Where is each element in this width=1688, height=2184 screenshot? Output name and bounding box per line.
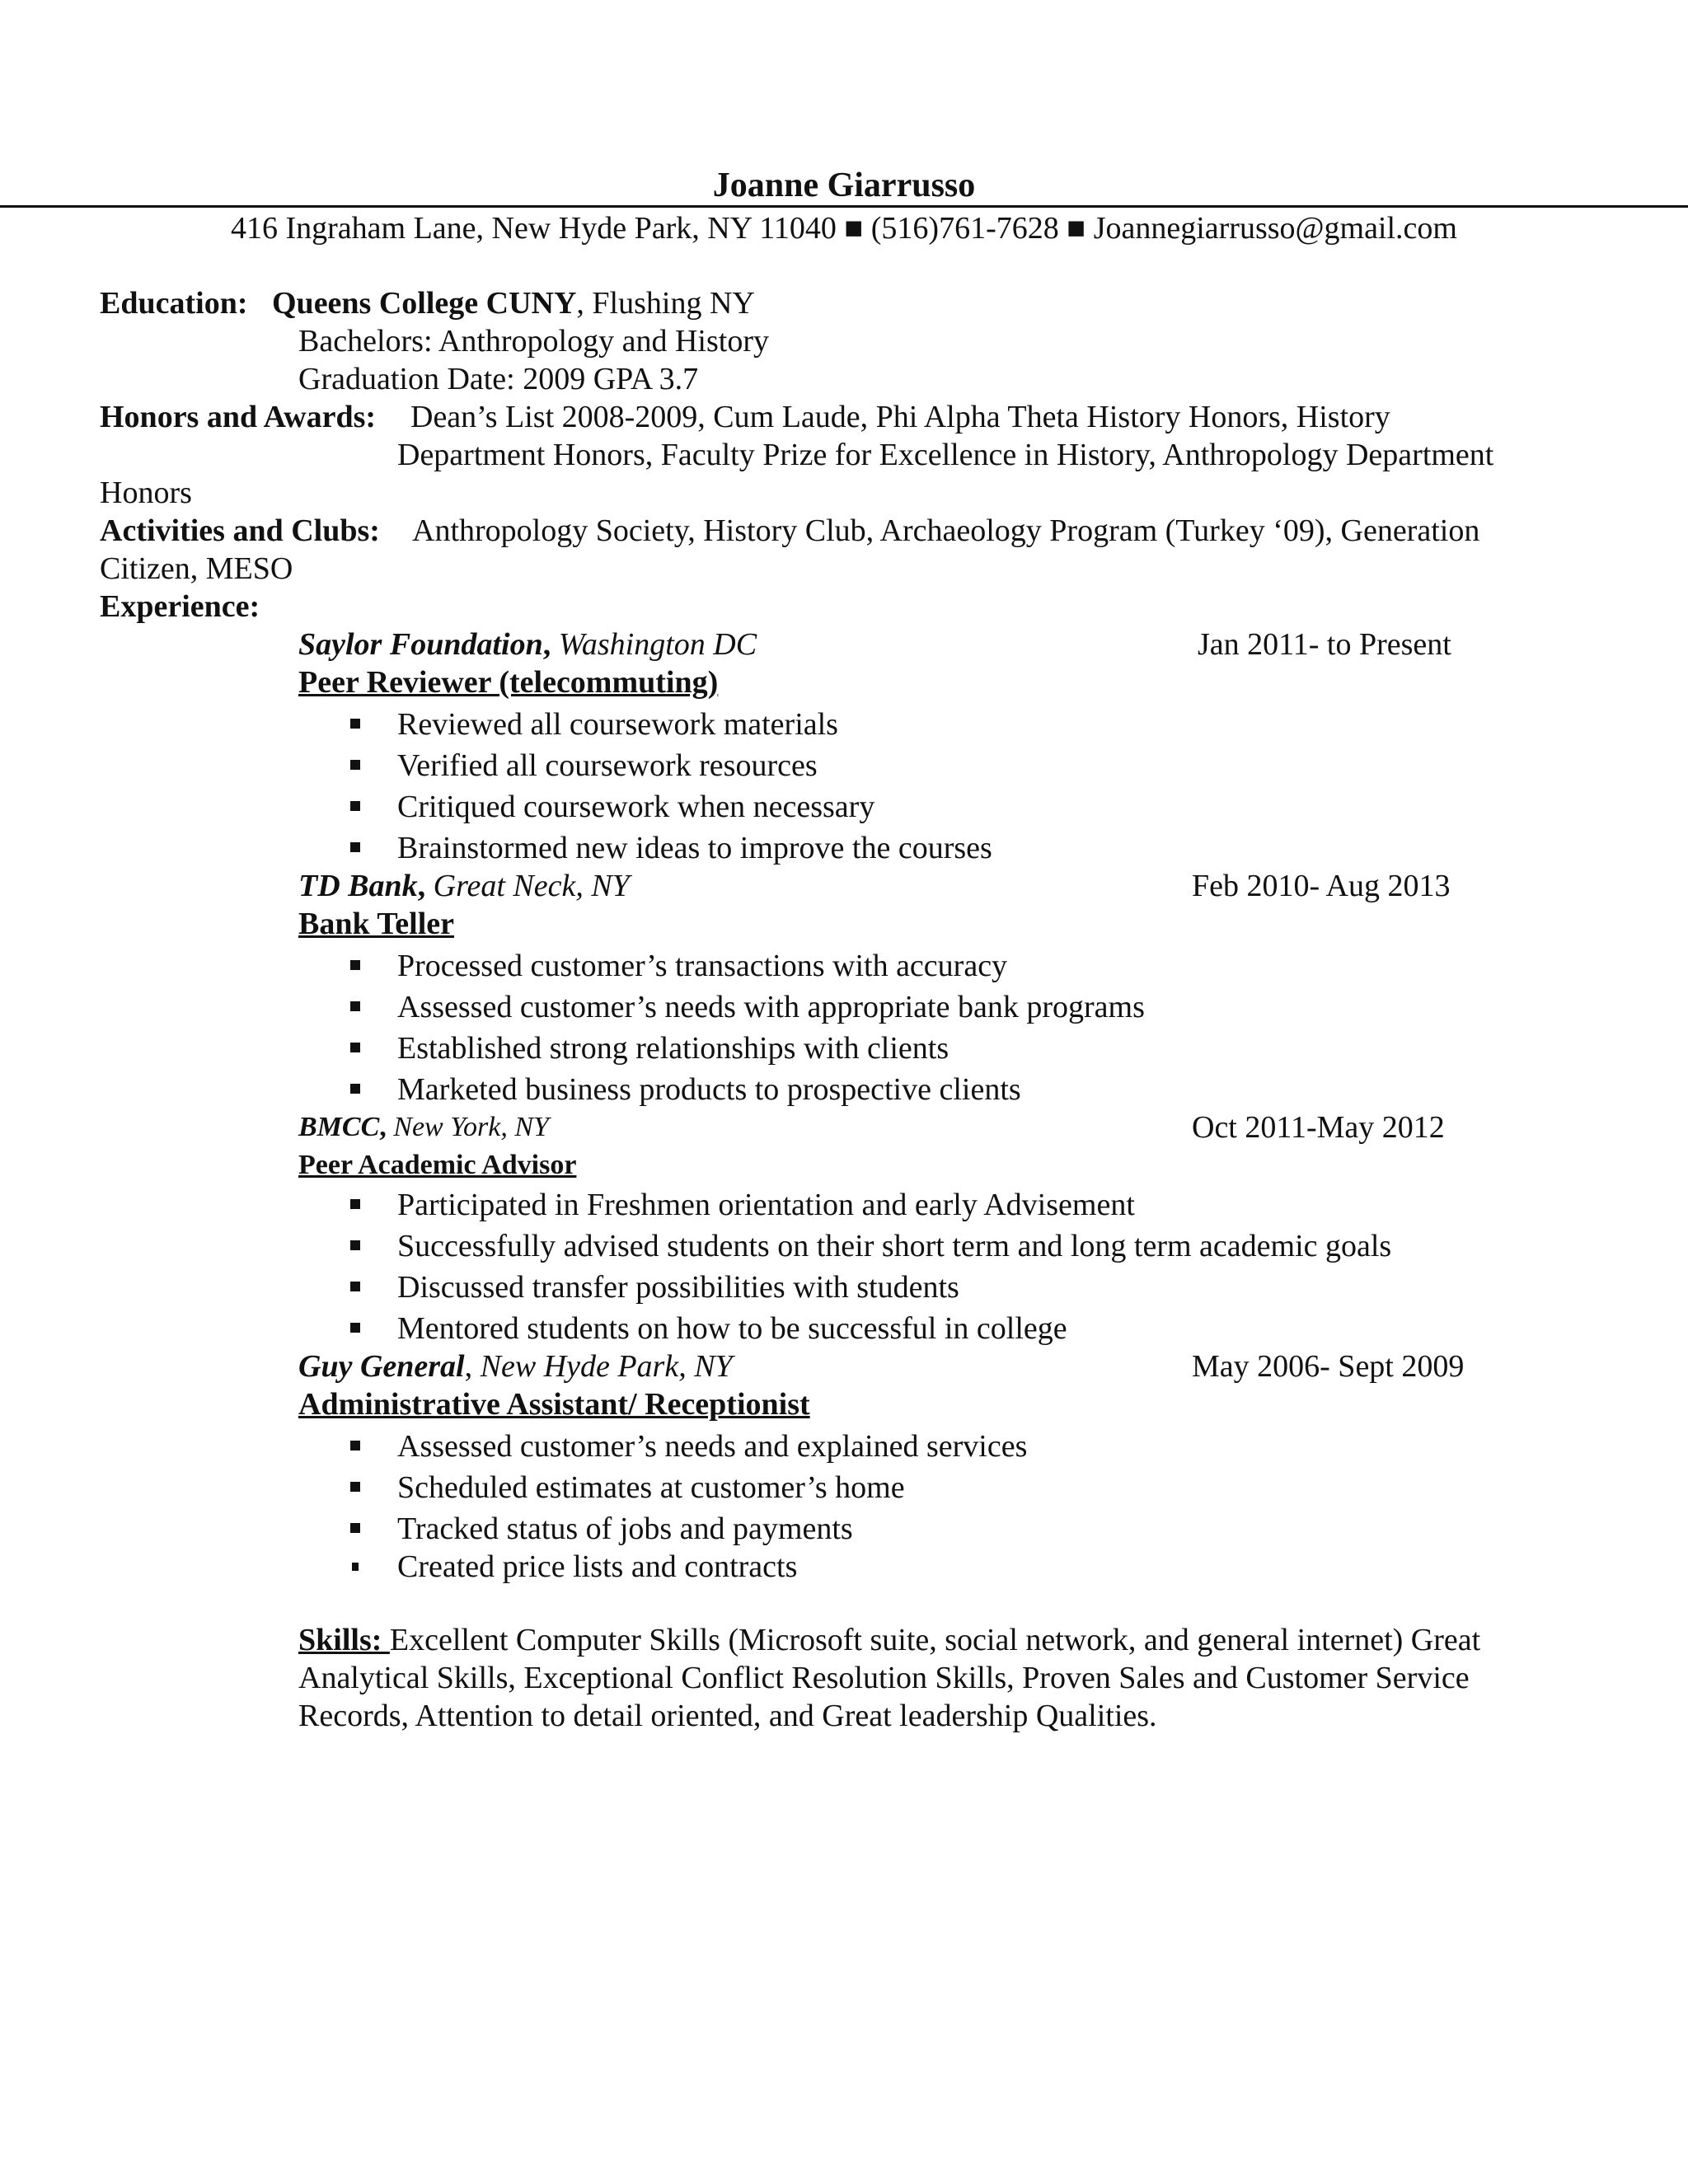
job-bullet: Mentored students on how to be successful in college: [397, 1311, 1067, 1346]
education-school-line: [272, 285, 755, 321]
job-bullet: Assessed customer’s needs with appropriate bank programs: [397, 990, 1145, 1024]
bullet-icon: [350, 1482, 360, 1492]
job-employer-sep: ,: [464, 1349, 473, 1384]
job-location: New Hyde Park, NY: [480, 1349, 733, 1384]
bullet-icon: [350, 1523, 360, 1533]
job-dates: Jan 2011- to Present: [1198, 627, 1451, 662]
job-dates: Feb 2010- Aug 2013: [1192, 869, 1451, 903]
job-bullet: Scheduled estimates at customer’s home: [397, 1470, 905, 1505]
job-employer: BMCC: [298, 1112, 380, 1142]
job-bullet: Marketed business products to prospective clients: [397, 1072, 1021, 1107]
bullet-icon: [350, 719, 360, 729]
bullet-icon: [350, 1001, 360, 1011]
job-bullet: Assessed customer’s needs and explained services: [397, 1429, 1028, 1464]
job-employer: TD Bank: [298, 869, 418, 903]
bullet-icon: [350, 1323, 360, 1333]
job-employer: Guy General: [298, 1349, 465, 1384]
bullet-icon: [350, 1043, 360, 1052]
bullet-icon: [350, 760, 360, 770]
job-dates: May 2006- Sept 2009: [1192, 1349, 1465, 1384]
education-label: Education:: [100, 286, 248, 321]
skills-paragraph: [298, 1621, 1584, 1735]
job-bullet: Established strong relationships with clients: [397, 1031, 950, 1066]
education-school: Queens College CUNY: [272, 286, 577, 321]
job-employer-sep: ,: [417, 869, 426, 903]
honors-line-2: Department Honors, Faculty Prize for Excellence in History, Anthropology Department: [397, 438, 1494, 472]
job-title: Administrative Assistant/ Receptionist: [298, 1387, 810, 1422]
job-title: Bank Teller: [298, 907, 454, 941]
job-bullet: Reviewed all coursework materials: [397, 707, 838, 742]
job-bullet: Tracked status of jobs and payments: [397, 1511, 853, 1546]
job-employer-line: [298, 1109, 549, 1146]
education-location: , Flushing NY: [576, 286, 755, 321]
skills-label: Skills:: [298, 1623, 390, 1657]
resume-name: Joanne Giarrusso: [712, 166, 976, 204]
job-employer-line: [298, 626, 757, 663]
job-title: Peer Academic Advisor: [298, 1150, 577, 1180]
skills-text: Excellent Computer Skills (Microsoft suite, social network, and general internet) Great Analytical Skills, Exceptional Conflict Resolution Skills, Proven Sales and Customer Service Records, Attention to detail oriented, and Great leadership Qualities.: [298, 1623, 1481, 1733]
bullet-icon: [350, 1084, 360, 1094]
education-degree: Bachelors: Anthropology and History: [298, 324, 769, 359]
job-employer-line: [298, 1348, 733, 1385]
job-bullet: Successfully advised students on their short term and long term academic goals: [397, 1229, 1392, 1263]
job-dates: Oct 2011-May 2012: [1192, 1110, 1445, 1145]
job-bullet: Verified all coursework resources: [397, 748, 818, 783]
job-bullet: Created price lists and contracts: [397, 1549, 798, 1584]
header-rule: [0, 205, 1688, 208]
job-bullet: Discussed transfer possibilities with students: [397, 1270, 959, 1305]
bullet-icon: [352, 1563, 359, 1571]
honors-line-3: Honors: [100, 476, 192, 510]
job-location: New York, NY: [393, 1112, 549, 1142]
job-employer-sep: ,: [542, 627, 551, 662]
experience-label: Experience:: [100, 589, 260, 624]
honors-line-1: Dean’s List 2008-2009, Cum Laude, Phi Alpha Theta History Honors, History: [410, 400, 1390, 434]
bullet-icon: [350, 1199, 360, 1209]
contact-line: 416 Ingraham Lane, New Hyde Park, NY 11040 ■ (516)761-7628 ■ Joannegiarrusso@gmail.com: [231, 211, 1457, 246]
job-employer-line: [298, 868, 630, 904]
job-employer-sep: ,: [379, 1112, 387, 1142]
job-bullet: Processed customer’s transactions with accuracy: [397, 949, 1008, 983]
honors-label: Honors and Awards:: [100, 400, 377, 434]
job-employer: Saylor Foundation: [298, 627, 543, 662]
activities-label: Activities and Clubs:: [100, 513, 380, 548]
job-location: Great Neck, NY: [433, 869, 630, 903]
job-title: Peer Reviewer (telecommuting): [298, 665, 719, 700]
bullet-icon: [350, 1240, 360, 1250]
job-bullet: Participated in Freshmen orientation and early Advisement: [397, 1188, 1135, 1222]
job-location: Washington DC: [558, 627, 757, 662]
activities-line-2: Citizen, MESO: [100, 551, 293, 586]
bullet-icon: [350, 842, 360, 852]
job-bullet: Brainstormed new ideas to improve the courses: [397, 831, 992, 865]
bullet-icon: [350, 1441, 360, 1451]
education-graduation: Graduation Date: 2009 GPA 3.7: [298, 362, 699, 396]
bullet-icon: [350, 1282, 360, 1291]
bullet-icon: [350, 960, 360, 970]
activities-line-1: Anthropology Society, History Club, Archaeology Program (Turkey ‘09), Generation: [412, 513, 1480, 548]
job-bullet: Critiqued coursework when necessary: [397, 790, 875, 824]
bullet-icon: [350, 801, 360, 811]
